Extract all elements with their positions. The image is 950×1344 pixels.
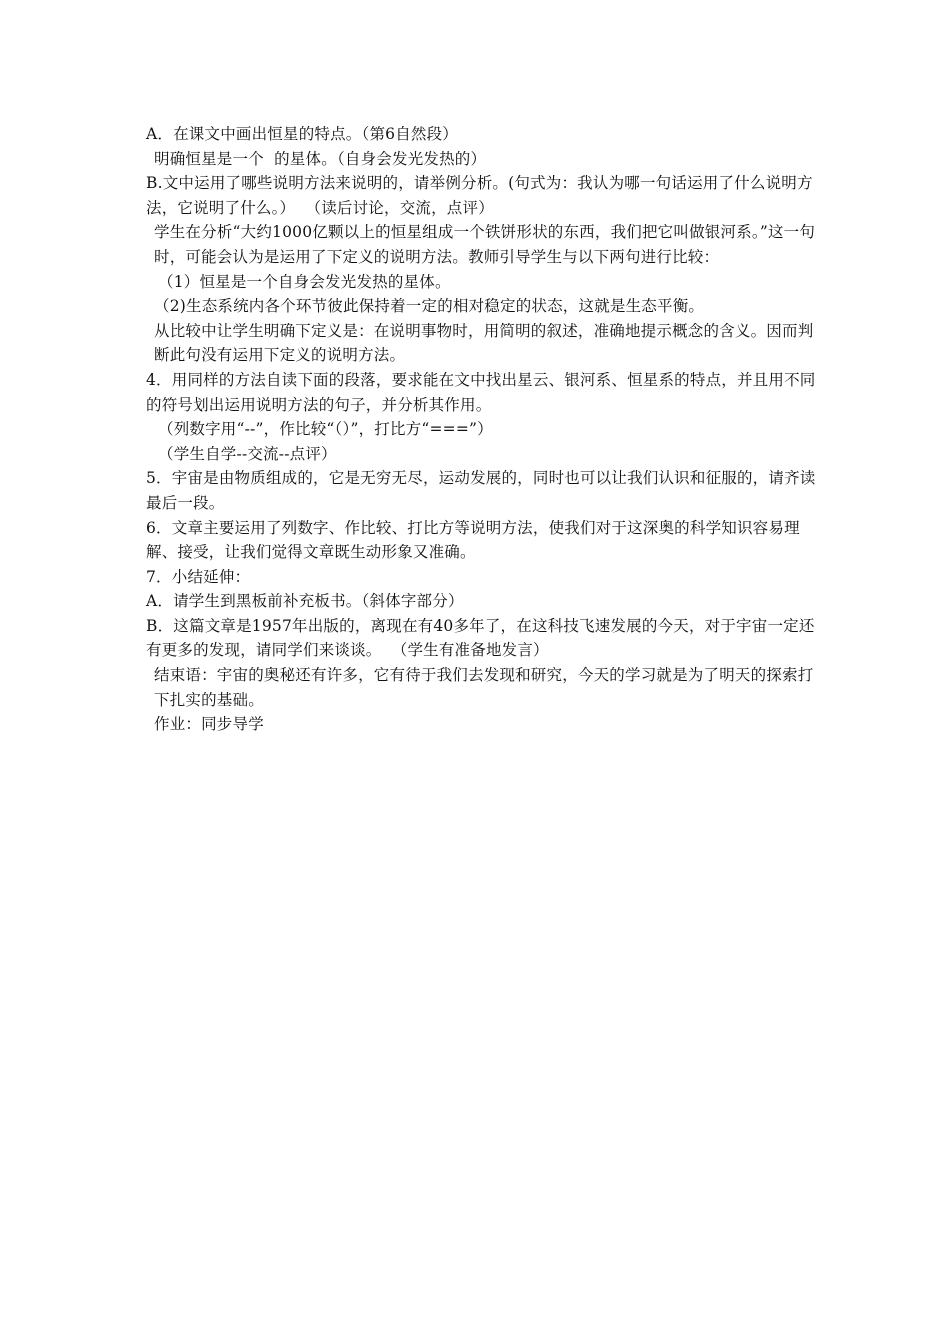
paragraph-definition-conclusion: 从比较中让学生明确下定义是：在说明事物时，用简明的叙述，准确地提示概念的含义。因而判断此句没有运用下定义的说明方法。 (154, 321, 814, 365)
paragraph-symbol-legend: （列数字用“--”，作比较“（）”，打比方“===”） (158, 420, 493, 439)
paragraph-self-study-flow: （学生自学--交流--点评） (158, 444, 337, 463)
paragraph-homework: 作业：同步导学 (154, 715, 264, 734)
document-body (146, 122, 816, 737)
paragraph-7-summary-heading: 7．小结延伸： (146, 567, 251, 586)
paragraph-a-star-features: A．在课文中画出恒星的特点。（第6自然段） (146, 125, 459, 143)
paragraph-galaxy-analysis: 学生在分析“大约1000亿颗以上的恒星组成一个铁饼形状的东西，我们把它叫做银河系。”这一句时，可能会认为是运用了下定义的说明方法。教师引导学生与以下两句进行比较： (154, 223, 816, 266)
paragraph-b-discussion: B．这篇文章是1957年出版的，离现在有40多年了，在这科技飞速发展的今天，对于宇宙一定还有更多的发现，请同学们来谈谈。 （学生有准备地发言） (146, 616, 815, 660)
paragraph-6-methods-summary: 6．文章主要运用了列数字、作比较、打比方等说明方法，使我们对于这深奥的科学知识容易理解、接受，让我们觉得文章既生动形象又准确。 (146, 518, 800, 562)
paragraph-5-universe: 5．宇宙是由物质组成的，它是无穷无尽，运动发展的，同时也可以让我们认识和征服的，请齐读最后一段。 (146, 469, 816, 512)
paragraph-closing-remarks: 结束语：宇宙的奥秘还有许多，它有待于我们去发现和研究，今天的学习就是为了明天的探索打下扎实的基础。 (154, 666, 814, 709)
paragraph-comparison-1: （1）恒星是一个自身会发光发热的星体。 (158, 272, 451, 291)
paragraph-a-blackboard: A．请学生到黑板前补充板书。（斜体字部分） (146, 592, 464, 611)
paragraph-star-definition: 明确恒星是一个 的星体。（自身会发光发热的） (154, 149, 487, 168)
paragraph-b-explanation-methods: B.文中运用了哪些说明方法来说明的，请举例分析。(句式为：我认为哪一句话运用了什么说明方法，它说明了什么。） （读后讨论，交流，点评） (146, 174, 813, 217)
paragraph-4-self-reading: 4．用同样的方法自读下面的段落，要求能在文中找出星云、银河系、恒星系的特点，并且用不同的符号划出运用说明方法的句子，并分析其作用。 (146, 370, 816, 414)
paragraph-comparison-2: （2)生态系统内各个环节彼此保持着一定的相对稳定的状态，这就是生态平衡。 (154, 297, 705, 316)
